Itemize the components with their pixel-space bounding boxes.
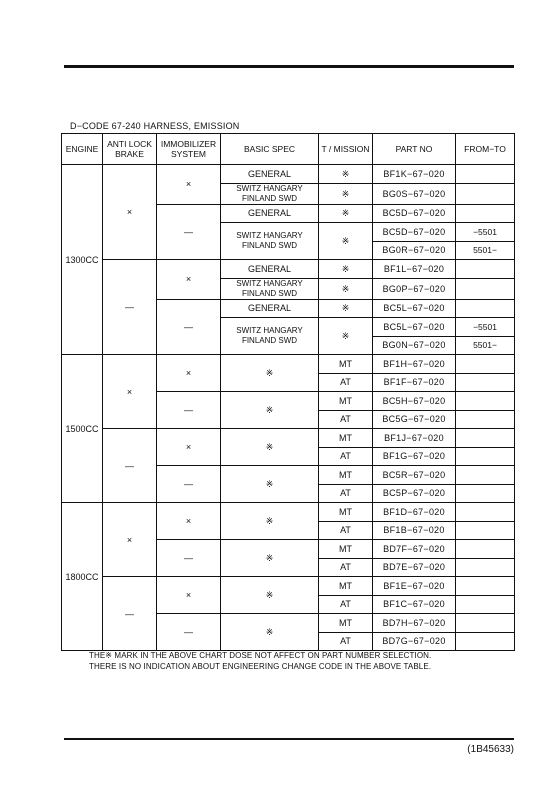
part-no-cell: BC5G−67−020: [373, 410, 456, 429]
part-no-cell: BF1D−67−020: [373, 503, 456, 522]
transmission-cell: MT: [319, 429, 373, 448]
harness-spec-table: [61, 133, 515, 651]
basic-spec-cell: ※: [221, 466, 319, 503]
basic-spec-cell: SWITZ HANGARY FINLAND SWD: [221, 278, 319, 299]
basic-spec-cell: ※: [221, 577, 319, 614]
transmission-cell: ※: [319, 299, 373, 318]
header-anti-lock-brake: ANTI LOCK BRAKE: [103, 134, 157, 165]
section-title: D−CODE 67-240 HARNESS, EMISSION: [70, 121, 240, 131]
part-no-cell: BG0R−67−020: [373, 241, 456, 260]
part-no-cell: BF1B−67−020: [373, 521, 456, 540]
immobilizer-cell: —: [157, 204, 221, 260]
part-no-cell: BD7G−67−020: [373, 632, 456, 651]
transmission-cell: MT: [319, 392, 373, 411]
transmission-cell: AT: [319, 521, 373, 540]
immobilizer-cell: ×: [157, 260, 221, 300]
part-no-cell: BF1F−67−020: [373, 373, 456, 392]
basic-spec-cell: SWITZ HANGARY FINLAND SWD: [221, 223, 319, 260]
immobilizer-cell: —: [157, 466, 221, 503]
header-basic-spec: BASIC SPEC: [221, 134, 319, 165]
transmission-cell: AT: [319, 410, 373, 429]
transmission-cell: AT: [319, 558, 373, 577]
part-no-cell: BC5D−67−020: [373, 223, 456, 242]
header-immobilizer-system: IMMOBILIZER SYSTEM: [157, 134, 221, 165]
transmission-cell: ※: [319, 204, 373, 223]
from-to-cell: 5501−: [456, 241, 515, 260]
transmission-cell: AT: [319, 373, 373, 392]
document-code: (1B45633): [467, 744, 514, 755]
transmission-cell: ※: [319, 183, 373, 204]
basic-spec-cell: SWITZ HANGARY FINLAND SWD: [221, 318, 319, 355]
header-part-no: PART NO: [373, 134, 456, 165]
from-to-cell: [456, 429, 515, 448]
part-no-cell: BG0S−67−020: [373, 183, 456, 204]
table-row: [62, 503, 515, 522]
transmission-cell: MT: [319, 466, 373, 485]
immobilizer-cell: —: [157, 392, 221, 429]
transmission-cell: MT: [319, 540, 373, 559]
part-no-cell: BF1J−67−020: [373, 429, 456, 448]
engine-cell: 1800CC: [62, 503, 103, 651]
abs-cell: ×: [103, 355, 157, 429]
from-to-cell: [456, 299, 515, 318]
part-no-cell: BG0P−67−020: [373, 278, 456, 299]
engine-cell: 1500CC: [62, 355, 103, 503]
part-no-cell: BC5H−67−020: [373, 392, 456, 411]
basic-spec-cell: SWITZ HANGARY FINLAND SWD: [221, 183, 319, 204]
table-row: [62, 577, 515, 596]
part-no-cell: BD7F−67−020: [373, 540, 456, 559]
from-to-cell: [456, 392, 515, 411]
abs-cell: ×: [103, 503, 157, 577]
footnote-mark-note: THE※ MARK IN THE ABOVE CHART DOSE NOT AFFECT ON PART NUMBER SELECTION.: [89, 651, 432, 660]
from-to-cell: −5501: [456, 223, 515, 242]
part-no-cell: BF1G−67−020: [373, 447, 456, 466]
transmission-cell: ※: [319, 318, 373, 355]
table-header-row: [62, 134, 515, 165]
table-row: [62, 355, 515, 374]
immobilizer-cell: —: [157, 299, 221, 355]
part-no-cell: BC5R−67−020: [373, 466, 456, 485]
transmission-cell: MT: [319, 503, 373, 522]
from-to-cell: [456, 183, 515, 204]
engine-cell: 1300CC: [62, 165, 103, 355]
from-to-cell: [456, 355, 515, 374]
part-no-cell: BG0N−67−020: [373, 336, 456, 355]
transmission-cell: MT: [319, 355, 373, 374]
from-to-cell: [456, 632, 515, 651]
bottom-rule: [64, 738, 514, 740]
from-to-cell: [456, 165, 515, 184]
header-transmission: T / MISSION: [319, 134, 373, 165]
transmission-cell: ※: [319, 278, 373, 299]
part-no-cell: BC5P−67−020: [373, 484, 456, 503]
from-to-cell: [456, 558, 515, 577]
part-no-cell: BD7E−67−020: [373, 558, 456, 577]
part-no-cell: BC5L−67−020: [373, 318, 456, 337]
basic-spec-cell: GENERAL: [221, 299, 319, 318]
basic-spec-cell: ※: [221, 429, 319, 466]
basic-spec-cell: GENERAL: [221, 260, 319, 279]
table-row: [62, 165, 515, 184]
footnote-change-code-note: THERE IS NO INDICATION ABOUT ENGINEERING CHANGE CODE IN THE ABOVE TABLE.: [89, 662, 432, 671]
transmission-cell: AT: [319, 595, 373, 614]
header-engine: ENGINE: [62, 134, 103, 165]
basic-spec-cell: ※: [221, 540, 319, 577]
transmission-cell: AT: [319, 484, 373, 503]
top-rule: [64, 65, 514, 68]
basic-spec-cell: GENERAL: [221, 165, 319, 184]
part-no-cell: BD7H−67−020: [373, 614, 456, 633]
basic-spec-cell: GENERAL: [221, 204, 319, 223]
from-to-cell: [456, 503, 515, 522]
basic-spec-cell: ※: [221, 503, 319, 540]
immobilizer-cell: —: [157, 614, 221, 651]
part-no-cell: BF1H−67−020: [373, 355, 456, 374]
part-no-cell: BC5D−67−020: [373, 204, 456, 223]
transmission-cell: AT: [319, 447, 373, 466]
from-to-cell: [456, 595, 515, 614]
table-row: [62, 429, 515, 448]
from-to-cell: −5501: [456, 318, 515, 337]
from-to-cell: [456, 260, 515, 279]
basic-spec-cell: ※: [221, 392, 319, 429]
part-no-cell: BF1L−67−020: [373, 260, 456, 279]
immobilizer-cell: —: [157, 540, 221, 577]
immobilizer-cell: ×: [157, 503, 221, 540]
transmission-cell: MT: [319, 614, 373, 633]
from-to-cell: [456, 540, 515, 559]
transmission-cell: ※: [319, 165, 373, 184]
abs-cell: —: [103, 260, 157, 355]
abs-cell: —: [103, 577, 157, 651]
basic-spec-cell: ※: [221, 614, 319, 651]
from-to-cell: [456, 410, 515, 429]
transmission-cell: AT: [319, 632, 373, 651]
abs-cell: —: [103, 429, 157, 503]
from-to-cell: [456, 577, 515, 596]
transmission-cell: MT: [319, 577, 373, 596]
from-to-cell: [456, 373, 515, 392]
transmission-cell: ※: [319, 260, 373, 279]
immobilizer-cell: ×: [157, 165, 221, 205]
transmission-cell: ※: [319, 223, 373, 260]
part-no-cell: BF1C−67−020: [373, 595, 456, 614]
from-to-cell: [456, 484, 515, 503]
abs-cell: ×: [103, 165, 157, 260]
part-no-cell: BF1E−67−020: [373, 577, 456, 596]
from-to-cell: 5501−: [456, 336, 515, 355]
part-no-cell: BF1K−67−020: [373, 165, 456, 184]
immobilizer-cell: ×: [157, 355, 221, 392]
from-to-cell: [456, 447, 515, 466]
part-no-cell: BC5L−67−020: [373, 299, 456, 318]
from-to-cell: [456, 204, 515, 223]
table-row: [62, 260, 515, 279]
from-to-cell: [456, 278, 515, 299]
from-to-cell: [456, 614, 515, 633]
header-from-to: FROM−TO: [456, 134, 515, 165]
immobilizer-cell: ×: [157, 577, 221, 614]
from-to-cell: [456, 466, 515, 485]
from-to-cell: [456, 521, 515, 540]
basic-spec-cell: ※: [221, 355, 319, 392]
immobilizer-cell: ×: [157, 429, 221, 466]
